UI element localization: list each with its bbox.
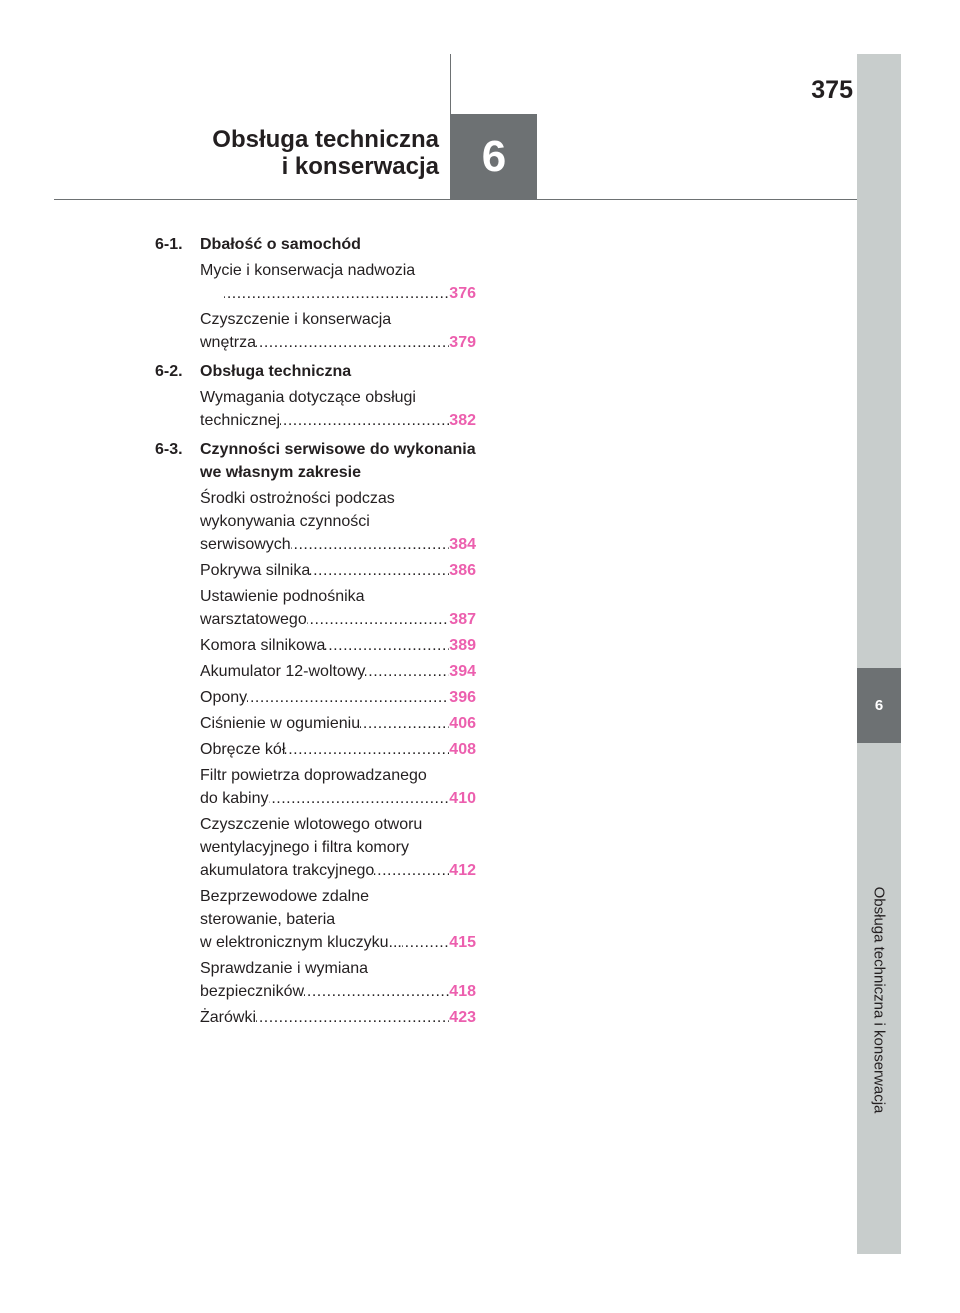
- dot-leader: [402, 931, 449, 954]
- section-number: 6-2.: [155, 363, 183, 380]
- section-number: 6-1.: [155, 236, 183, 253]
- dot-leader: [307, 608, 450, 631]
- dot-leader: [280, 409, 449, 432]
- entry-text-line: Czyszczenie wlotowego otworu: [200, 816, 423, 833]
- entry-text-line: Opony: [200, 689, 248, 706]
- entry-leader-line: [200, 331, 476, 354]
- dot-leader: [269, 787, 450, 810]
- toc-entry[interactable]: [200, 487, 476, 556]
- entry-text-line: Pokrywa silnika: [200, 562, 311, 579]
- entry-text-line: serwisowych: [200, 536, 291, 553]
- entry-text-line: Ciśnienie w ogumieniu: [200, 715, 361, 732]
- side-chapter-tab[interactable]: 6: [857, 668, 901, 743]
- entry-text-line: Ustawienie podnośnika: [200, 588, 365, 605]
- entry-leader-line: [200, 660, 476, 683]
- entry-text-line: akumulatora trakcyjnego: [200, 862, 375, 879]
- toc-entry[interactable]: [200, 308, 476, 354]
- entry-leader-line: [200, 931, 476, 954]
- toc-entry[interactable]: [200, 957, 476, 1003]
- entry-text-line: wentylacyjnego i filtra komory: [200, 839, 409, 856]
- toc-entry[interactable]: [200, 813, 476, 882]
- toc-entry[interactable]: [200, 259, 476, 305]
- section-title: Czynności serwisowe do wykonania we własnym zakresie: [200, 441, 476, 481]
- side-chapter-label: Obsługa techniczna i konserwacja: [870, 886, 888, 1114]
- table-of-contents: [155, 233, 476, 1029]
- chapter-title-line: i konserwacja: [281, 153, 439, 180]
- page-link[interactable]: 410: [449, 790, 476, 807]
- entry-text-line: Mycie i konserwacja nadwozia: [200, 262, 416, 279]
- entry-text-line: Akumulator 12-woltowy: [200, 663, 366, 680]
- page-link[interactable]: 379: [449, 334, 476, 351]
- entry-leader-line: [212, 282, 476, 305]
- page-number: 375: [811, 76, 853, 104]
- dot-leader: [285, 738, 449, 761]
- dot-leader: [310, 559, 449, 582]
- page-link[interactable]: 389: [449, 637, 476, 654]
- page-link[interactable]: 412: [449, 862, 476, 879]
- toc-entry[interactable]: [200, 686, 476, 709]
- entry-leader-line: [200, 608, 476, 631]
- entry-text-line: technicznej: [200, 412, 281, 429]
- entry-text-line: Czyszczenie i konserwacja: [200, 311, 392, 328]
- page-link[interactable]: 423: [449, 1009, 476, 1026]
- toc-entry[interactable]: [200, 738, 476, 761]
- page-link[interactable]: 384: [449, 536, 476, 553]
- toc-entry[interactable]: [200, 585, 476, 631]
- entry-leader-line: [200, 559, 476, 582]
- page-link[interactable]: 386: [449, 562, 476, 579]
- dot-leader: [374, 859, 449, 882]
- toc-entry[interactable]: [200, 885, 476, 954]
- header-horizontal-rule: [54, 199, 857, 200]
- entry-text-line: wykonywania czynności: [200, 513, 370, 530]
- entry-text-line: Wymagania dotyczące obsługi: [200, 389, 416, 406]
- dot-leader: [365, 660, 449, 683]
- dot-leader: [247, 686, 449, 709]
- toc-entry[interactable]: [200, 764, 476, 810]
- chapter-title: [212, 126, 439, 180]
- dot-leader: [304, 980, 449, 1003]
- entry-text-line: Filtr powietrza doprowadzanego: [200, 767, 427, 784]
- dot-leader: [291, 533, 450, 556]
- page-link[interactable]: 418: [449, 983, 476, 1000]
- page-link[interactable]: 376: [449, 285, 476, 302]
- entry-text-line: sterowanie, bateria: [200, 911, 336, 928]
- page-link[interactable]: 415: [449, 934, 476, 951]
- entry-leader-line: [200, 787, 476, 810]
- chapter-number-box: 6: [451, 114, 537, 199]
- entry-text-line: do kabiny: [200, 790, 269, 807]
- section-title: Obsługa techniczna: [200, 363, 352, 380]
- toc-entry[interactable]: [200, 559, 476, 582]
- entry-leader-line: [200, 409, 476, 432]
- dot-leader: [360, 712, 449, 735]
- entry-text-line: Obręcze kół: [200, 741, 286, 758]
- toc-entry[interactable]: [200, 386, 476, 432]
- section-number: 6-3.: [155, 441, 183, 458]
- entry-leader-line: [200, 533, 476, 556]
- entry-leader-line: [200, 1006, 476, 1029]
- entry-leader-line: [200, 859, 476, 882]
- entry-text-line: wnętrza: [200, 334, 257, 351]
- dot-leader: [325, 634, 449, 657]
- dot-leader: [224, 282, 449, 305]
- dot-leader: [256, 1006, 449, 1029]
- toc-section-heading: [155, 438, 476, 484]
- entry-text-line: Sprawdzanie i wymiana: [200, 960, 369, 977]
- page-link[interactable]: 408: [449, 741, 476, 758]
- entry-leader-line: [200, 980, 476, 1003]
- entry-leader-line: [200, 634, 476, 657]
- toc-entry[interactable]: [200, 634, 476, 657]
- entry-text-line: Środki ostrożności podczas: [200, 490, 395, 507]
- section-title: Dbałość o samochód: [200, 236, 361, 253]
- chapter-title-line: Obsługa techniczna: [212, 126, 439, 153]
- entry-leader-line: [200, 686, 476, 709]
- entry-text-line: w elektronicznym kluczyku...: [200, 934, 402, 951]
- toc-section-heading: [155, 360, 476, 383]
- entry-leader-line: [200, 738, 476, 761]
- entry-leader-line: [200, 712, 476, 735]
- entry-text-line: Żarówki: [200, 1009, 257, 1026]
- toc-entry[interactable]: [200, 712, 476, 735]
- toc-entry[interactable]: [200, 660, 476, 683]
- page-link[interactable]: 387: [449, 611, 476, 628]
- entry-text-line: Komora silnikowa: [200, 637, 326, 654]
- toc-entry[interactable]: [200, 1006, 476, 1029]
- page-link[interactable]: 382: [449, 412, 476, 429]
- entry-text-line: bezpieczników: [200, 983, 305, 1000]
- toc-section-heading: [155, 233, 476, 256]
- page-link[interactable]: 394: [449, 663, 476, 680]
- entry-text-line: Bezprzewodowe zdalne: [200, 888, 369, 905]
- entry-text-line: warsztatowego: [200, 611, 307, 628]
- dot-leader: [256, 331, 449, 354]
- page-link[interactable]: 396: [449, 689, 476, 706]
- page-link[interactable]: 406: [449, 715, 476, 732]
